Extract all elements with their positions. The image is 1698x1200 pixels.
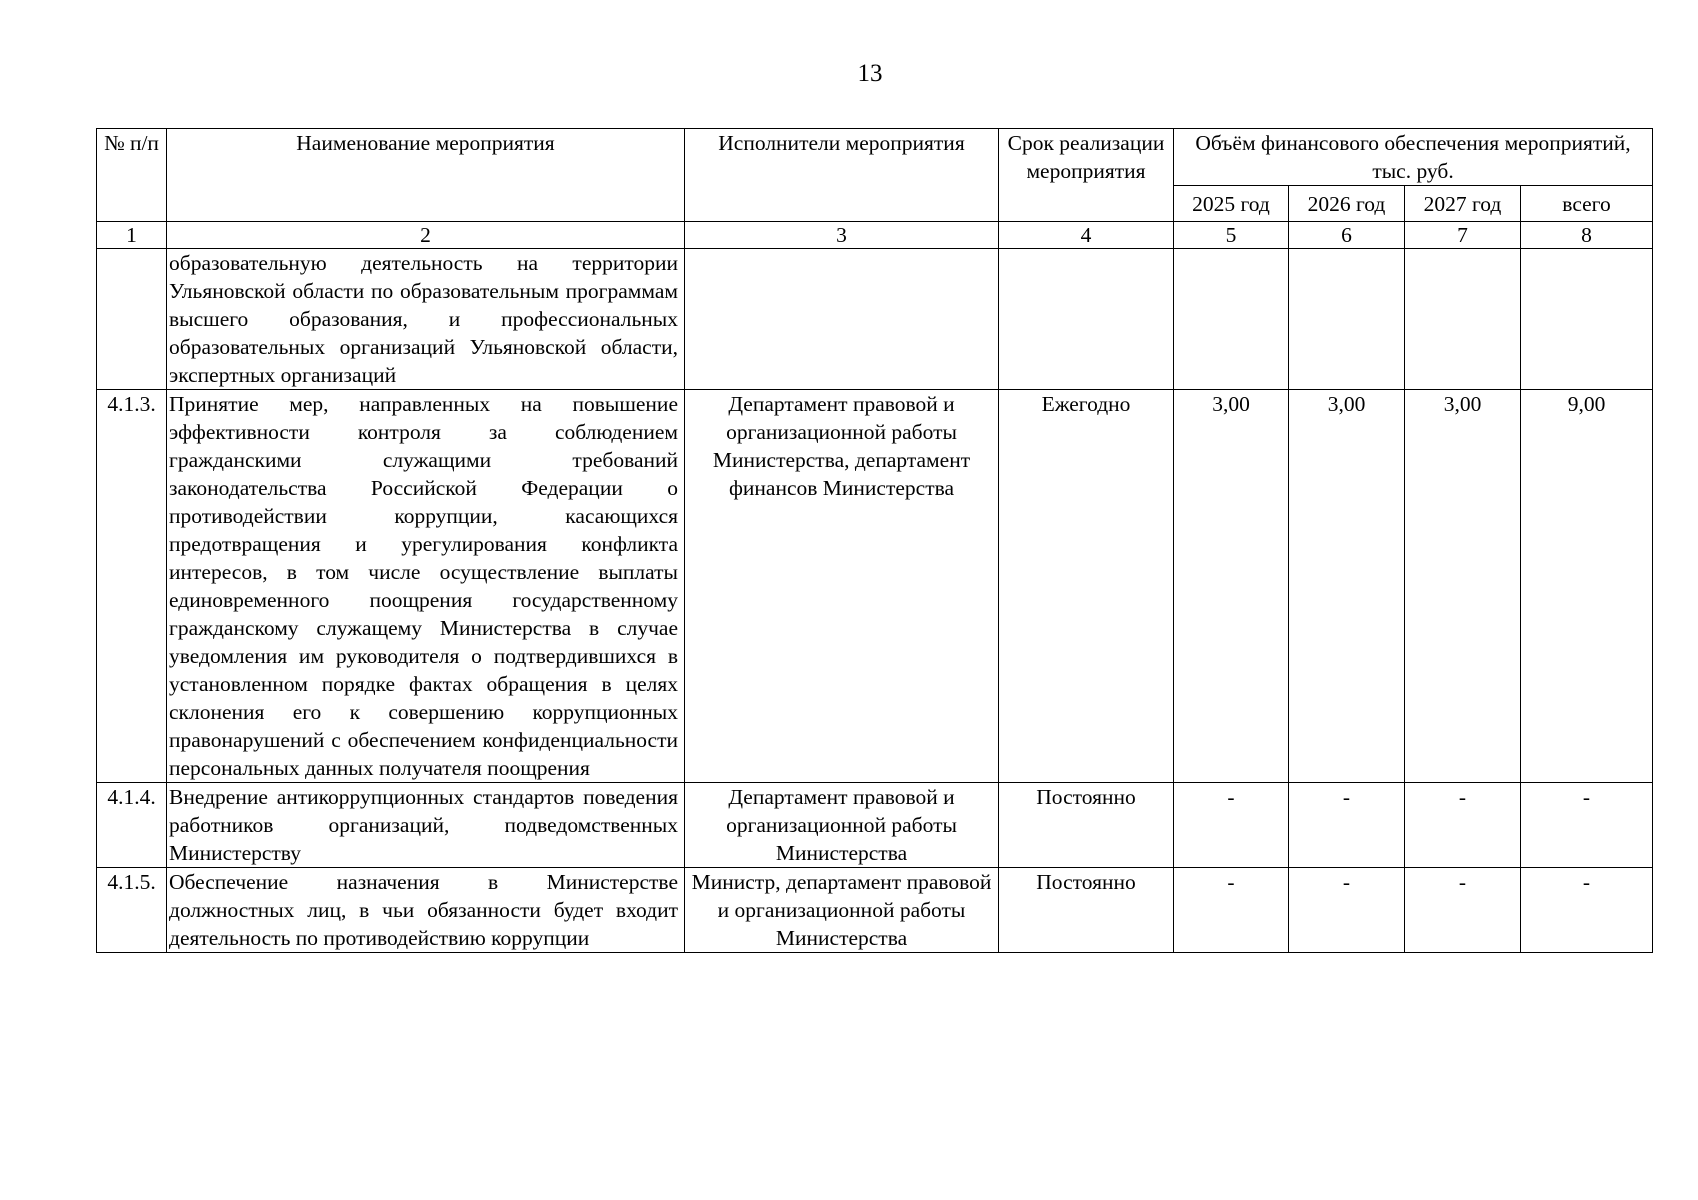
row-executors: Министр, департамент правовой и организационной работы Министерства [685, 868, 999, 953]
row-number [97, 249, 167, 390]
column-number: 7 [1405, 222, 1521, 249]
row-2027: - [1405, 868, 1521, 953]
table-row [97, 390, 1653, 783]
column-number: 3 [685, 222, 999, 249]
column-number: 1 [97, 222, 167, 249]
row-term: Ежегодно [999, 390, 1174, 783]
row-number: 4.1.3. [97, 390, 167, 783]
row-total [1521, 249, 1653, 390]
column-number: 4 [999, 222, 1174, 249]
row-2025: - [1174, 868, 1289, 953]
row-total: 9,00 [1521, 390, 1653, 783]
row-executors: Департамент правовой и организационной работы Министерства [685, 783, 999, 868]
header-total: всего [1521, 186, 1653, 222]
row-term: Постоянно [999, 783, 1174, 868]
row-2025: - [1174, 783, 1289, 868]
column-number: 2 [167, 222, 685, 249]
header-row-1 [97, 129, 1653, 186]
row-2026: 3,00 [1289, 390, 1405, 783]
header-col-finance: Объём финансового обеспечения мероприятий, тыс. руб. [1174, 129, 1653, 186]
page-number: 13 [857, 60, 883, 87]
row-total: - [1521, 868, 1653, 953]
header-year-2027: 2027 год [1405, 186, 1521, 222]
row-2025 [1174, 249, 1289, 390]
header-col-executors: Исполнители мероприятия [685, 129, 999, 222]
row-2026: - [1289, 783, 1405, 868]
row-2027 [1405, 249, 1521, 390]
header-col-name: Наименование мероприятия [167, 129, 685, 222]
row-name: образовательную деятельность на территории Ульяновской области по образовательным программам высшего образования, и профессиональных образовательных организаций Ульяновской области, экспертных организаций [167, 249, 685, 390]
row-2027: 3,00 [1405, 390, 1521, 783]
table-row [97, 783, 1653, 868]
table-row [97, 868, 1653, 953]
row-2026: - [1289, 868, 1405, 953]
table-row [97, 249, 1653, 390]
row-number: 4.1.5. [97, 868, 167, 953]
measures-table [96, 128, 1653, 953]
row-total: - [1521, 783, 1653, 868]
column-number: 6 [1289, 222, 1405, 249]
row-executors [685, 249, 999, 390]
column-number: 5 [1174, 222, 1289, 249]
row-term [999, 249, 1174, 390]
row-name: Принятие мер, направленных на повышение эффективности контроля за соблюдением гражданскими служащими требований законодательства Российской Федерации о противодействии коррупции, касающихся предотвращения и урегулирования конфликта интересов, в том числе осуществление выплаты единовременного поощрения государственному гражданскому служащему Министерства в случае уведомления им руководителя о подтвердившихся в установленном порядке фактах обращения в целях склонения его к совершению коррупционных правонарушений с обеспечением конфиденциальности персональных данных получателя поощрения [167, 390, 685, 783]
header-year-2025: 2025 год [1174, 186, 1289, 222]
column-numbers-row [97, 222, 1653, 249]
header-col-no: № п/п [97, 129, 167, 222]
row-term: Постоянно [999, 868, 1174, 953]
row-name: Обеспечение назначения в Министерстве должностных лиц, в чьи обязанности будет входит деятельность по противодействию коррупции [167, 868, 685, 953]
row-name: Внедрение антикоррупционных стандартов поведения работников организаций, подведомственных Министерству [167, 783, 685, 868]
row-2027: - [1405, 783, 1521, 868]
row-2026 [1289, 249, 1405, 390]
column-number: 8 [1521, 222, 1653, 249]
row-2025: 3,00 [1174, 390, 1289, 783]
row-number: 4.1.4. [97, 783, 167, 868]
row-executors: Департамент правовой и организационной работы Министерства, департамент финансов Министерства [685, 390, 999, 783]
header-col-term: Срок реализации мероприятия [999, 129, 1174, 222]
header-year-2026: 2026 год [1289, 186, 1405, 222]
